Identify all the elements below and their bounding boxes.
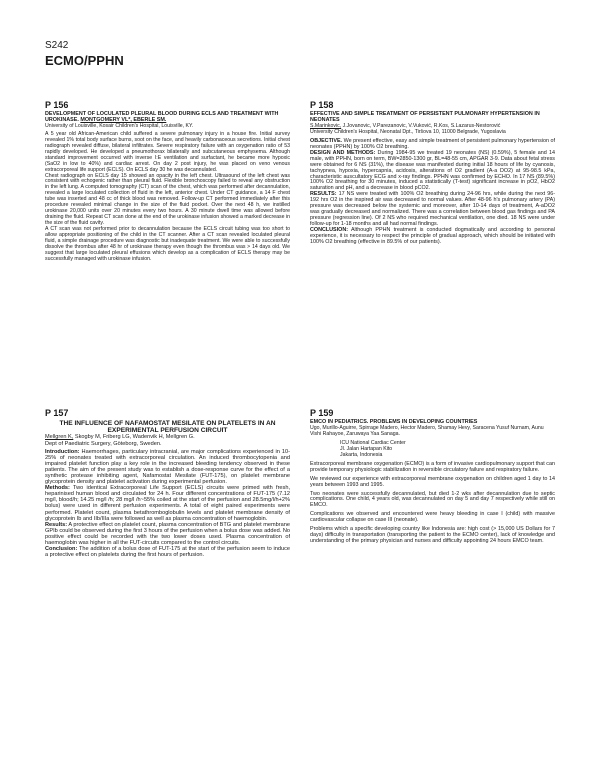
abstract-authors: Ugo, Murillo-Aguirre, Spirrage Madero, Hector Madero, Shamay Hevy, Saracena Yusuf Nurnam, Aunu Vishi Rahayoe, Zaruwaya Yaa Sanaga.: [310, 424, 544, 437]
abstract-paragraph: Complications we observed and encountered were heavy bleeding in case I (child) with massive cardiovascular collapse on case III (neonate).: [310, 511, 555, 524]
abstract-id: P 157: [45, 408, 69, 418]
abstract-affiliation: Dept of Paediatric Surgery, Göteborg, Sweden.: [45, 440, 162, 447]
abstract-id: P 156: [45, 100, 69, 110]
abstract-id: P 159: [310, 408, 334, 418]
abstract-conclusion: Conclusion: The addition of a bolus dose of FUT-175 at the start of the perfusion seem to induce a protective effect on platelets during the first hours of perfusion.: [45, 546, 290, 559]
abstract-title: THE INFLUENCE OF NAFAMOSTAT MESILATE ON PLATELETS IN AN EXPERIMENTAL PERFUSION CIRCUIT: [59, 420, 276, 435]
abstract-p158: [310, 100, 555, 305]
abstract-p157: [45, 408, 290, 760]
abstract-paragraph: Problems which a specific developing country like Indonesia are: high cost (> 15,000 US Dollars for 7 days) difficulty in transportation (transporting the patient to the ECMO center), lack of knowledge and understanding of the primary physician and nurses and difficulty appointing 24 hours EMCO team.: [310, 526, 555, 545]
abstract-title: EFFECTIVE AND SIMPLE TREATMENT OF PERSISTENT PULMONARY HYPERTENSION IN NEONATES: [310, 111, 540, 123]
abstract-title: DEVELOPMENT OF LOCULATED PLEURAL BLOOD DURING ECLS AND TREATMENT WITH UROKINASE. MONTGOMERY VL*, EBERLE SM.: [45, 111, 279, 123]
abstract-conclusion: CONCLUSION: Although PPHN treatment is conducted dogmatically and according to personal experience, it is necessary to respect the principle of gradual approach, which should be initiated with 100% O2 breathing (effective in 89.5% of our patients).: [310, 227, 555, 246]
abstract-authors: S.Marinkovic, J.Jovanovic, V.Parezanovic, V.Vuković, R.Kos, S.Lazarus-Nestorović: [310, 122, 501, 129]
abstract-id: P 158: [310, 100, 334, 110]
abstract-affiliation: University of Louisville, Kosair Children's Hospital, Louisville, KY.: [45, 122, 194, 129]
abstract-paragraph: We reviewed our experience with extracorporeal membrane oxygenation on children aged 1 day to 14 years between 1993 and 1995.: [310, 475, 555, 488]
abstract-results: Results: A protective effect on platelet count, plasma concentration of BTG and platelet membrane GPIb could be observed during the first 3 hours of the perfusion when a bolus dose was added. No positive effect could be recorded with the two lower doses used. Plasma concentration of haemoglobin was higher in all the FUT-circuits compared to the control circuits.: [45, 521, 290, 546]
abstract-objective: OBJECTIVE. We present effective, easy and simple treatment of persistent pulmonary hypertension of neonates (PPHN) by 100% O2 breathing.: [310, 137, 555, 150]
abstract-affiliation: University Children's Hospital, Neonatal Dpt., Tiršova 10, 11000 Belgrade, Yugoslavia: [310, 128, 506, 135]
abstract-p156: [45, 100, 290, 382]
abstract-paragraph: A CT scan was not performed prior to decannulation because the ECLS circuit tubing was too short to allow appropriate positioning of the child in the CT scanner. After a CT scan revealed loculated pleural fluid, a simple drainage procedure was diagnostic but inadequate treatment. We were able to successfully dissolve the thrombus after 48 hr of urokinase therapy even though the thrombus was > 14 days old. We suggest that large loculated pleural effusions which develop as a complication of ECLS therapy may be successfully managed with urokinase infusion.: [45, 226, 290, 262]
abstract-paragraph: Extracorporeal membrane oxygenation (ECMO) is a form of invasive cardiopulmonary support that can provide temporary physiologic stabilization in reversible circulatory failure and respiratory failure.: [310, 460, 555, 473]
abstract-paragraph: Two neonates were successfully decannulated, but died 1-2 wks after decannulation due to septic complications. One child, 4 years old, was decannulated on day 5 and day 7 respectively while still on EMCO.: [310, 490, 555, 509]
abstract-address: ICU National Cardiac Center Jl. Jalan Hartapan Kito Jakarta, Indonesia: [340, 439, 406, 458]
abstract-introduction: Introduction: Haemorrhages, particulary intracranial, are major complications experienced in 10-25% of neonates treated with extracorporeal circulation. An induced thrombocytopenia and impaired platelet function play a key role in the increased bleeding tendency observed in these patients. The aim of the present study was to establish a dose-response curve for the effect of a synthetic protease inhibiting agent, Nafamostat Mesilate (FUT-175), on platelet membrane glycoprotein density and platelet activation during experimental perfusion.: [45, 448, 290, 486]
section-title: ECMO/PPHN: [45, 53, 124, 68]
page-number: S242: [45, 40, 69, 51]
abstract-methods: DESIGN AND METHODS: During 1984-95 we treated 19 neonates (NS) (0.59%), 5 female and 14 male, with PPHN, born on term, BW=2850-1300 gr, BL=48-55 cm, APGAR 3-9. Data about fetal stress were obtained for 6 NS (31%), the disease was manifested during initial 18 hours of life by cyanosis, tachypnea, hypoxia, hypercapnia, acidosis, alterations of O2 gradient (A-a DO2) at 95-98.5 kPa, characteristic auscultatory ECG and x-ray findings. PPHN was confirmed by ECHO. In 17 NS (89.5%) 100% O2 breathing for 30 minutes, induced a statistically (T-test) significant increase in pO2, HbO2 saturation and pH, and a decrease in blood pCO2.: [310, 149, 555, 192]
abstract-title: EMCO IN PEDIATRICS. PROBLEMS IN DEVELOPING COUNTRIES: [310, 419, 478, 425]
abstract-results: RESULTS: 17 NS were treated with 100% O2 breathing during 24-96 hrs, while during the next 96-192 hrs O2 in the inspired air was decreased to normal values. After 48-96 h's pulmonary artery (PA) pressure was decreased below the systemic and moreover, after 10-14 days of treatment, A-aDO2 was gradually decreased and normalized. There was a correlation between blood gas findings and PA pressure (regression line). Of 2 NS who required mechanical ventilation, one died. 18 NS were under follow-up for 1-18 months and all had normal findings.: [310, 191, 555, 228]
abstract-methods: Methods: Two identical Extracorporeal Life Support (ECLS) circuits were primed with fresh, heparinised human blood and circulated for 24 h. Four different concentrations of FUT-175 (7.12 mg/l, blood/h; 14.25 mg/l /h; 28 mg/l /h~55% coiled at the start of the perfusion and 28.5mg/l/h+2% bolus) were used in different perfusion experiments. A total of eight paired experiments were performed. Platelet count, plasma betathromboglobulin levels and platelet membrane density of glycoprotein Ib and IIb/IIIa were followed as well as plasma concentration of haemoglobin.: [45, 485, 290, 522]
abstract-paragraph: Chest radiograph on ECLS day 15 showed an opacity in the left chest. Ultrasound of the left chest was consistent with echogenic rather than pleural fluid. Flexible bronchoscopy failed to reveal any obstruction in the left lung. A computed tomography (CT) scan of the chest, which was performed after decannulation, revealed a large loculated collection of fluid in the left, anterior chest. Under CT guidance, a 14 F chest tube was inserted and 48 cc of thick blood was removed. Follow-up CT performed immediately after this procedure revealed minimal change in the size of the fluid pocket. Over the next 48 h, we instilled urokinase 20,000 units over 20 minutes every two hours. A 30 minute dwell time was allowed before draining the fluid. Repeat CT scan done at the end of the urokinase infusion showed a marked decrease in the size of the fluid cavity.: [45, 172, 290, 227]
abstract-authors: MONTGOMERY VL*, EBERLE SM.: [80, 116, 167, 123]
abstract-p159: [310, 408, 555, 760]
abstract-paragraph: A 5 year old African-American child suffered a severe pulmonary injury in a house fire. Initial survey revealed 1% total body surface burns, soot on the face, and heavily carbonaceous secretions. Initial chest radiograph revealed diffuse, bilateral infiltrates. Severe respiratory failure with an oxygenation ratio of 53 rapidly developed. He developed a pneumothorax bilaterally and subcutaneous emphysema. Although standard improvement occurred with inverse I:E ventilation and surfactant, he became more hypoxic (SaO2 in low to 40%) and cardiac arrest. On day 2 post injury, he was placed on veno venous extracorporeal life support (ECLS). On ECLS day 30 he was decannulated.: [45, 130, 290, 173]
abstract-authors: Mellgren K, Skogby M, Friberg LG, Wadenvik H, Mellgren G.: [45, 434, 195, 441]
